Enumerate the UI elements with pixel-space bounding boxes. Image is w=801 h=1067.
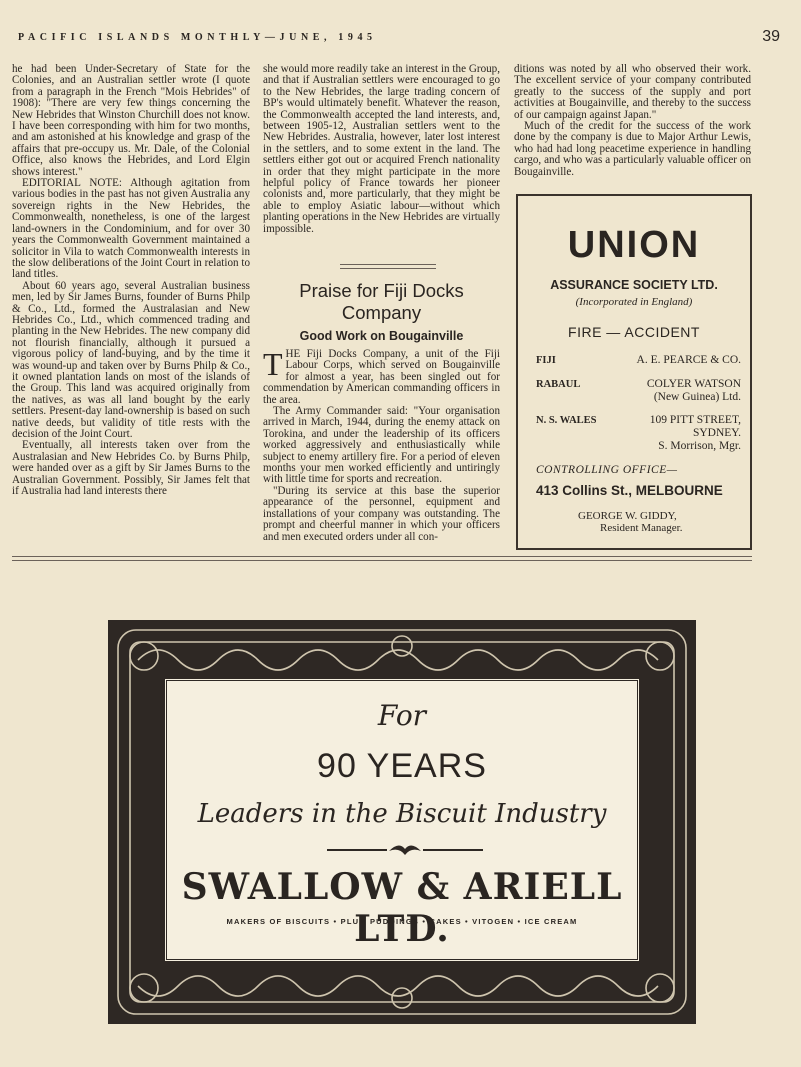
paragraph: "During its service at this base the superior appearance of the personnel, equipment and installations of your company was outstanding. The prompt and cheerful manner in which your officers and men executed orders under all con- (263, 484, 500, 543)
agent-name: COLYER WATSON (New Guinea) Ltd. (646, 378, 741, 403)
headline: Praise for Fiji Docks Company (299, 280, 464, 323)
ad-insurance-lines: FIRE — ACCIDENT (568, 324, 700, 340)
office-address: 413 Collins St., MELBOURNE (536, 483, 723, 498)
ad-products: MAKERS OF BISCUITS • PLUM PUDDINGS • CAKES • VITOGEN • ICE CREAM (226, 917, 578, 926)
running-title: PACIFIC ISLANDS MONTHLY—JUNE, 1945 (18, 32, 377, 43)
page-divider (12, 556, 752, 561)
ad-for-script: For (377, 699, 427, 732)
article-column-3 (514, 64, 751, 178)
paragraph: ditions was noted by all who observed their work. The excellent service of your company contributed greatly to the success of the supply and port activities at Bougainville, and thereby to the success of our campaign against Japan." (514, 63, 751, 121)
article-column-2 (263, 64, 500, 235)
ad-brand: UNION (567, 224, 701, 266)
office-label: CONTROLLING OFFICE— (536, 464, 678, 476)
article-column-1 (12, 64, 250, 497)
paragraph: he had been Under-Secretary of State for the Colonies, and an Australian settler wrote (I quote from a paragraph in the French "Mois Hebrides" of 1908): "There are very few things concerning the New Hebrides that Winston Churchill does not know. I have been corresponding with him for two months, and am astonished at his knowledge and grasp of the affairs that pre-occupy us. Mr. Dale, of the Colonial Office, also knows the Hebrides, and Lord Elgin shows interest." (12, 63, 250, 178)
subheadline: Good Work on Bougainville (299, 329, 464, 343)
paragraph (263, 346, 500, 406)
paragraph: About 60 years ago, several Australian business men, led by Sir James Burns, founder of Burns Philp & Co., Ltd., formed the Australasian and New Hebrides Co., Ltd., which commenced trading and planting in the New Hebrides. The new company did not flourish financially, although it pursued a vigorous policy of land-buying, and by the time it was wound-up and taken over by Burns Philp & Co., it owned plantation lands on most of the islands of the Group. This land was acquired originally from the natives, as was all land bought by the early settlers. Present-day land-ownership is based on such native deeds, but validity of title rests with the decision of the Joint Court. (12, 279, 250, 440)
ad-tagline: Leaders in the Biscuit Industry (197, 799, 607, 829)
paragraph: Eventually, all interests taken over from the Australasian and New Hebrides Co. by Burns Philp, were handed over as a gift by Sir James Burns to the Australian Government. Possibly, Sir James felt that if Australia had land interests there (12, 439, 250, 498)
running-header (18, 28, 780, 50)
paragraph: she would more readily take an interest in the Group, and that if Australian settlers were encouraged to go to the New Hebrides, the large trading concern of BP's would ultimately benefit. Whatever the reason, the Commonwealth accepted the land interests, and, between 1905-12, Australian settlers went to the New Hebrides. Australia, however, later lost interest in the settlers, and to some extent in the land. The settlers either got out or acquired French nationality in order that they might participate in the more helpful policy of France towards her pioneer colonists and, more particularly, that they might be able to employ Asiatic labour—without which planting operations in the New Hebrides are virtually impossible. (263, 63, 500, 235)
editorial-note: EDITORIAL NOTE: Although agitation from various bodies in the past has not given Australia any sovereign rights in the New Hebrides, the Commonwealth, nonetheless, is one of the largest land-owners in the Condominium, and for over 30 years the Commonwealth Government maintained a solicitor in Vila to watch Commonwealth interests in the slow deliberations of the Joint Court in relation to land titles. (12, 177, 250, 281)
ad-company: ASSURANCE SOCIETY LTD. (550, 278, 718, 292)
agent-region: N. S. WALES (536, 415, 597, 426)
drop-cap: T (263, 346, 283, 382)
agent-region: RABAUL (536, 379, 581, 390)
page-number: 39 (762, 28, 780, 45)
agent-name: 109 PITT STREET, SYDNEY. S. Morrison, Mgr. (649, 414, 741, 452)
swallow-bird-icon (327, 841, 483, 859)
paragraph: Much of the credit for the success of the work done by the company is due to Major Arthur Lewis, who had had long peacetime experience in handling cargo, and who was a particularly valuable officer on Bougainville. (514, 120, 751, 178)
union-assurance-advertisement (516, 194, 752, 550)
ad-years: 90 YEARS (317, 747, 487, 785)
fiji-docks-article (263, 268, 500, 543)
manager-title: Resident Manager. (600, 522, 683, 534)
manager (578, 510, 682, 534)
agent-name: A. E. PEARCE & CO. (636, 354, 741, 366)
ad-incorporation: (Incorporated in England) (575, 296, 693, 308)
ad-company-name: SWALLOW & ARIELL LTD. (181, 866, 623, 950)
paragraph: The Army Commander said: "Your organisation arrived in March, 1944, during the enemy attack on Torokina, and under the leadership of its officers worked aggressively and enthusiastically while subject to enemy artillery fire. For a period of eleven months your men worked efficiently and untiringly with little time for sports and recreation. (263, 405, 500, 486)
ad-panel (164, 678, 640, 962)
swallow-ariell-advertisement (108, 620, 696, 1024)
lead-text: HE Fiji Docks Company, a unit of the Fiji Labour Corps, which served on Bougainville for almost a year, has been singled out for commendation by American commanding officers in the area. (263, 348, 500, 406)
manager-name: GEORGE W. GIDDY, (578, 510, 677, 522)
agent-region: FIJI (536, 355, 556, 366)
